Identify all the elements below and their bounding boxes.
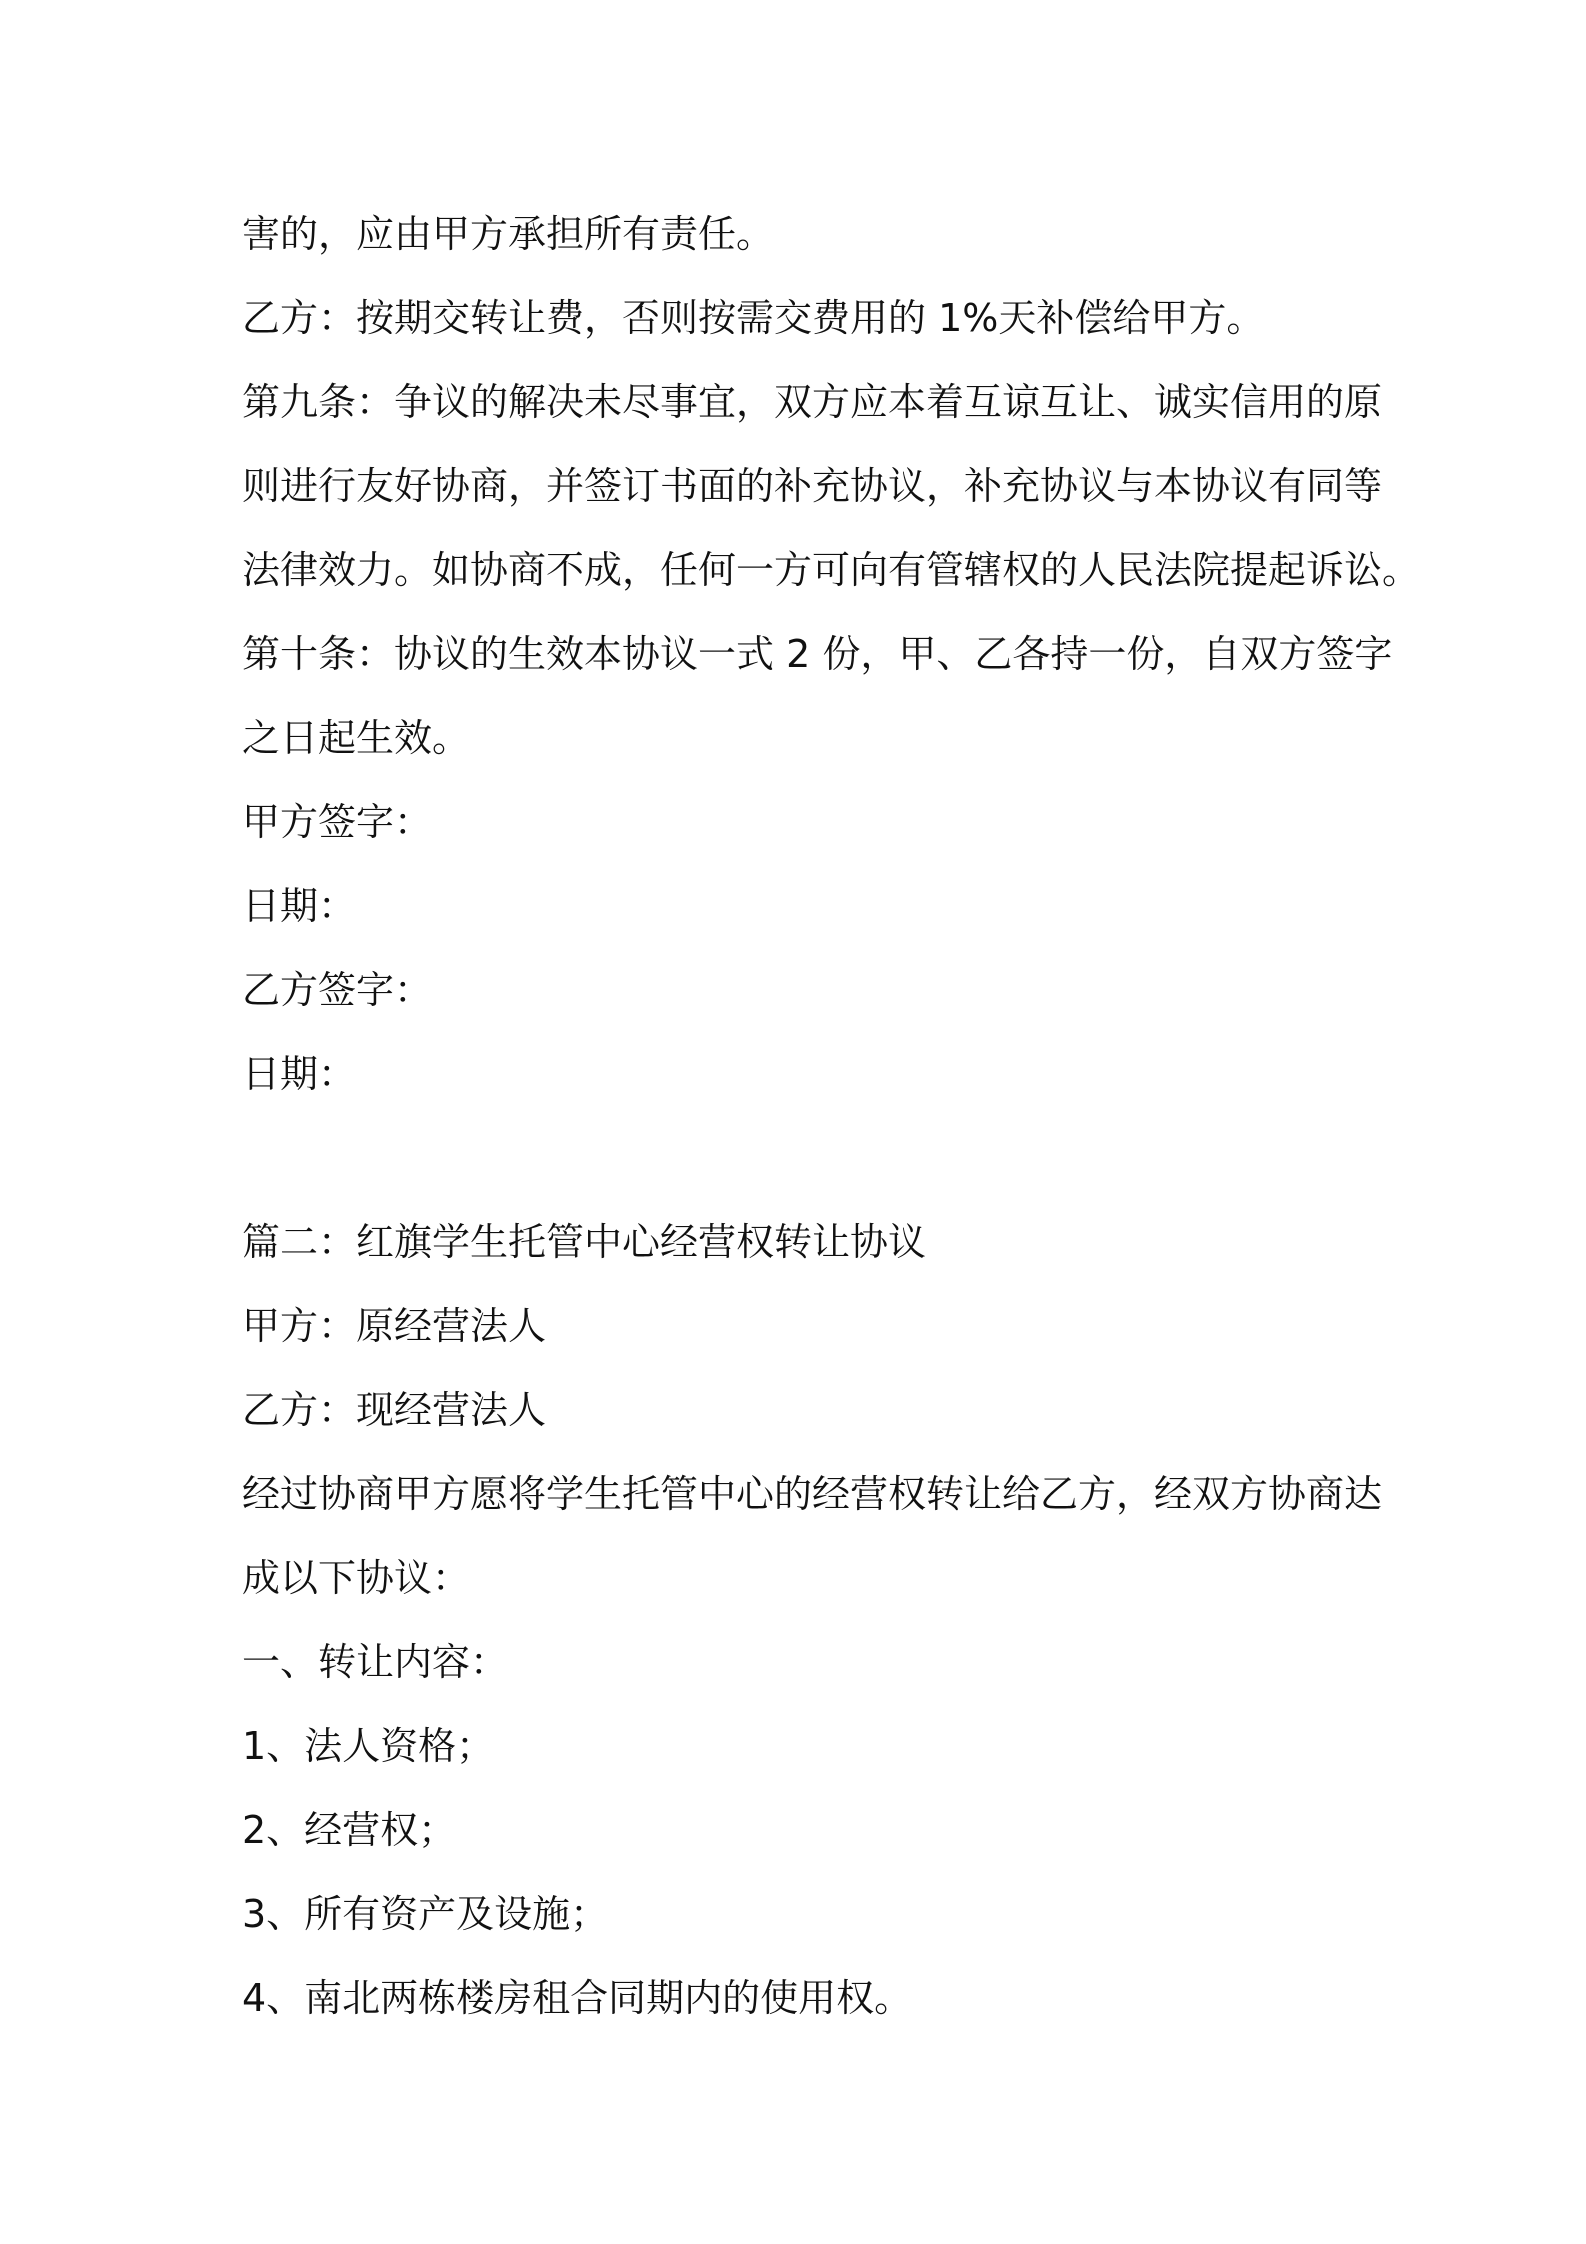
document-body bbox=[242, 192, 1421, 2040]
text-line: 则进行友好协商，并签订书面的补充协议，补充协议与本协议有同等 bbox=[242, 464, 1383, 508]
transfer-content-heading: 一、转让内容： bbox=[242, 1640, 509, 1684]
party-a-signature-label: 甲方签字： bbox=[242, 800, 433, 844]
party-b-date-label: 日期： bbox=[242, 1052, 357, 1096]
list-item: 2、经营权； bbox=[242, 1808, 457, 1852]
list-item: 3、所有资产及设施； bbox=[242, 1892, 609, 1936]
section-spacer bbox=[242, 1116, 1362, 1200]
intro-line: 经过协商甲方愿将学生托管中心的经营权转让给乙方，经双方协商达 bbox=[242, 1472, 1383, 1516]
text-line: 害的，应由甲方承担所有责任。 bbox=[242, 212, 775, 256]
text-line: 法律效力。如协商不成，任何一方可向有管辖权的人民法院提起诉讼。 bbox=[242, 548, 1421, 592]
party-b-line: 乙方：现经营法人 bbox=[242, 1388, 547, 1432]
list-item: 1、法人资格； bbox=[242, 1724, 495, 1768]
text-line: 之日起生效。 bbox=[242, 716, 471, 760]
party-a-line: 甲方：原经营法人 bbox=[242, 1304, 547, 1348]
article-ten-line: 第十条：协议的生效本协议一式 2 份，甲、乙各持一份，自双方签字 bbox=[242, 632, 1393, 676]
party-a-date-label: 日期： bbox=[242, 884, 357, 928]
intro-line: 成以下协议： bbox=[242, 1556, 471, 1600]
list-item: 4、南北两栋楼房租合同期内的使用权。 bbox=[242, 1976, 913, 2020]
section-two-title: 篇二：红旗学生托管中心经营权转让协议 bbox=[242, 1220, 927, 1264]
party-b-signature-label: 乙方签字： bbox=[242, 968, 433, 1012]
article-nine-line: 第九条：争议的解决未尽事宜，双方应本着互谅互让、诚实信用的原 bbox=[242, 380, 1383, 424]
text-line: 乙方：按期交转让费，否则按需交费用的 1%天补偿给甲方。 bbox=[242, 296, 1265, 340]
